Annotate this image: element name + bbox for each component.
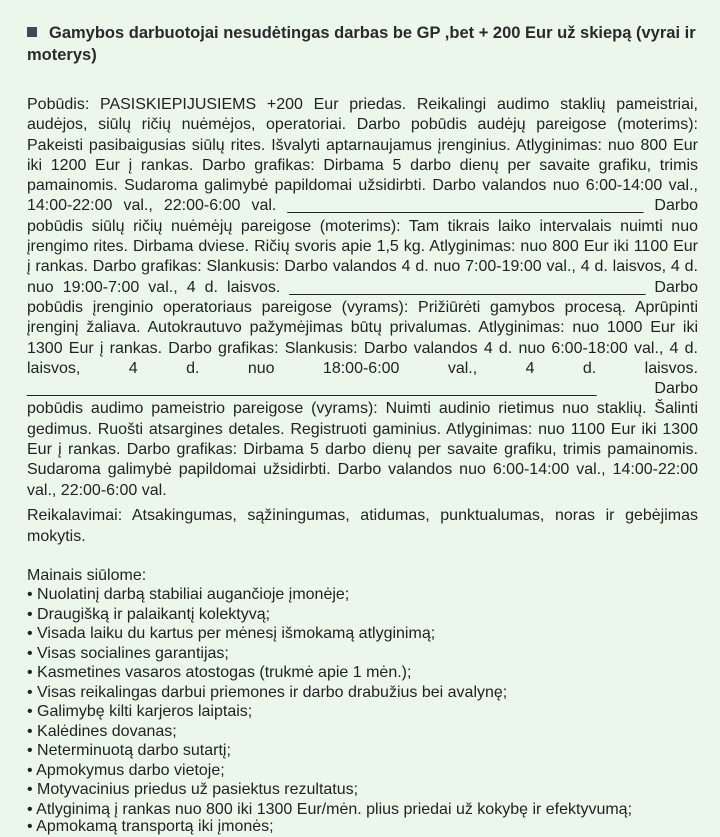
list-item: • Visas reikalingas darbui priemones ir darbo drabužius bei avalynę; — [27, 683, 632, 703]
list-item: • Apmokymus darbo vietoje; — [27, 761, 632, 781]
list-item: • Visas socialines garantijas; — [27, 644, 632, 664]
job-description: Pobūdis: PASISKIEPIJUSIEMS +200 Eur priedas. Reikalingi audimo staklių pameistriai, audėjos, siūlų ričių nuėmėjos, operatoriai. Darbo pobūdis audėjų pareigose (moterims): Pakeisti pasibaigusias siūlų rites. Išvalyti aptarnaujamus įrenginius. Atlyginimas: nuo 800 Eur iki 1200 Eur į rankas. Darbo grafikas: Dirbama 5 darbo dienų per savaite grafiku, trimis pamainomis. Sudaroma galimybė papildomai užsidirbti. Darbo valandos nuo 6:00-14:00 val., 14:00-22:00 val., 22:00-6:00 val. ________________________________________ Darbo pobūdis siūlų ričių nuėmėjų pareigose (moterims): Tam tikrais laiko intervalais nuimti nuo įrengimo rites. Dirbama dviese. Ričių svoris apie 1,5 kg. Atlyginimas: nuo 800 Eur iki 1100 Eur į rankas. Darbo grafikas: Slankusis: Darbo valandos 4 d. nuo 7:00-19:00 val., 4 d. laisvos, 4 d. nuo 19:00-7:00 val., 4 d. laisvos. ________________________________________ Darbo pobūdis įrenginio operatoriaus pareigose (vyrams): Prižiūrėti gamybos procesą. Aprūpinti įrenginį žaliava. Autokrautuvo pažymėjimas būtų privalumas. Atlyginimas: nuo 1000 Eur iki 1300 Eur į rankas. Darbo grafikas: Slankusis: Darbo valandos 4 d. nuo 6:00-18:00 val., 4 d. laisvos, 4 d. nuo 18:00-6:00 val., 4 d. laisvos. ________________________________________________________________ Darbo pobūdis audimo pameistrio pareigose (vyrams): Nuimti audinio rietimus nuo staklių. Šalinti gedimus. Ruošti atsargines detales. Registruoti gaminius. Atlyginimas: nuo 1100 Eur iki 1300 Eur į rankas. Darbo grafikas: Dirbama 5 darbo dienų per savaite grafiku, trimis pamainomis. Sudaroma galimybė papildomai užsidirbti. Darbo valandos nuo 6:00-14:00 val., 14:00-22:00 val., 22:00-6:00 val. — [27, 96, 698, 499]
benefits-list — [27, 585, 632, 819]
job-title-text: Gamybos darbuotojai nesudėtingas darbas be GP ,bet + 200 Eur už skiepą (vyrai ir moterys) — [27, 24, 696, 64]
list-item: • Neterminuotą darbo sutartį; — [27, 741, 632, 761]
offer-heading: Mainais siūlome: — [27, 567, 147, 584]
job-requirements: Reikalavimai: Atsakingumas, sąžiningumas, atidumas, punktualumas, noras ir gebėjimas mokytis. — [27, 507, 698, 545]
cut-off-list-item: • Apmokamą transportą iki įmonės; — [27, 818, 274, 835]
list-item: • Visada laiku du kartus per mėnesį išmokamą atlyginimą; — [27, 624, 632, 644]
list-item: • Draugišką ir palaikantį kolektyvą; — [27, 605, 632, 625]
list-item: • Motyvacinius priedus už pasiektus rezultatus; — [27, 780, 632, 800]
list-item: • Kasmetines vasaros atostogas (trukmė apie 1 mėn.); — [27, 663, 632, 683]
job-title — [27, 22, 697, 66]
list-item: • Kalėdines dovanas; — [27, 722, 632, 742]
list-item: • Galimybę kilti karjeros laiptais; — [27, 702, 632, 722]
list-item: • Nuolatinį darbą stabiliai augančioje įmonėje; — [27, 585, 632, 605]
list-item: • Atlyginimą į rankas nuo 800 iki 1300 Eur/mėn. plius priedai už kokybę ir efektyvumą; — [27, 800, 632, 820]
square-bullet-icon — [27, 27, 37, 37]
